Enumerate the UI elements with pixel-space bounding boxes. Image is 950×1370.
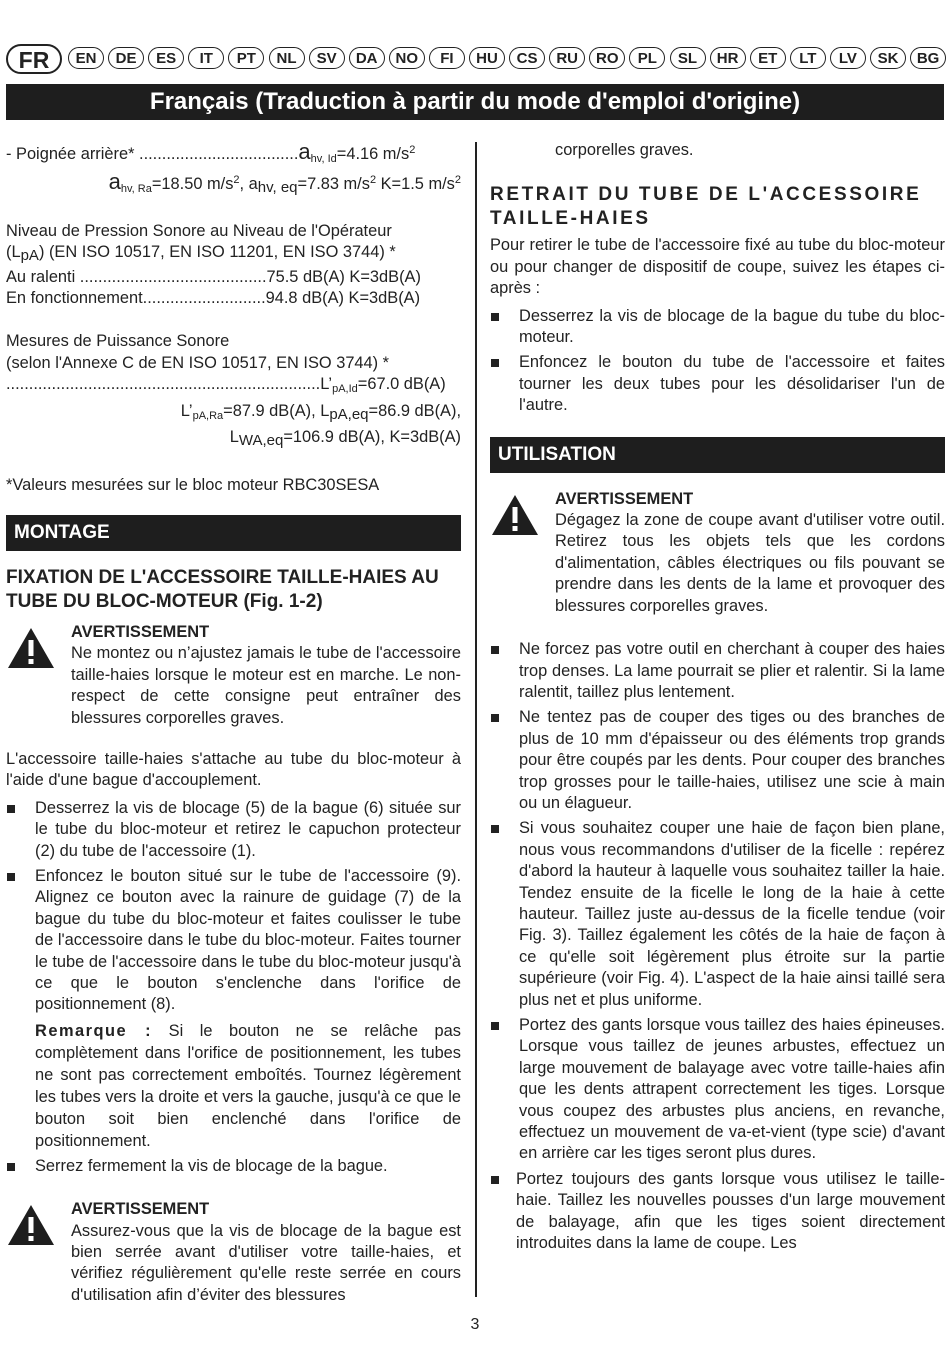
remark-label: Remarque :: [35, 1021, 153, 1040]
language-tab-lv[interactable]: LV: [830, 47, 866, 69]
symbol: a: [108, 169, 121, 195]
language-tab-cs[interactable]: CS: [509, 47, 545, 69]
power-line-1: [6, 374, 461, 400]
list-item-text: Portez des gants lorsque vous taillez des haies épineuses. Lorsque vous taillez de jeunes arbustes, effectuez un large mouvement de balayage avec votre taille-haies afin que les dents attrapent correctement les tiges. Lorsque vous coupez des arbustes plus anciens, en revanche, effectuez un mouvement de va-et-vient (type scie) d'avant en arrière car les tiges seront plus dures.: [519, 1016, 945, 1163]
section-header-montage: MONTAGE: [6, 515, 461, 551]
language-tab-da[interactable]: DA: [349, 47, 385, 69]
list-item: [6, 798, 461, 862]
list-item-text: Ne tentez pas de couper des tiges ou des branches de plus de 10 mm d'épaisseur ou des éléments trop grands pour être coupés par les dents. Pour couper des branches trop grosses pour le taille-haies, utilisez une scie à main ou un élagueur.: [519, 708, 945, 812]
bullet-square-icon: [491, 313, 499, 321]
list-item: [490, 707, 945, 814]
value: =67.0 dB(A): [357, 375, 446, 394]
warning-block: [6, 1199, 461, 1306]
language-tab-et[interactable]: ET: [750, 47, 786, 69]
value: K=1.5 m/s: [376, 175, 455, 194]
bullet-square-icon: [491, 1176, 499, 1184]
superscript: 2: [454, 174, 461, 187]
language-tab-lt[interactable]: LT: [790, 47, 826, 69]
language-tab-sv[interactable]: SV: [309, 47, 345, 69]
warning-block: [490, 489, 945, 617]
bullet-square-icon: [491, 1022, 499, 1030]
right-column: [490, 140, 945, 1254]
section-header-utilisation: UTILISATION: [490, 437, 945, 473]
bullet-square-icon: [491, 825, 499, 833]
language-tab-bg[interactable]: BG: [910, 47, 946, 69]
page-number: 3: [470, 1316, 480, 1333]
value: .....................................................................L’: [6, 375, 333, 394]
value: =86.9 dB(A),: [368, 401, 461, 420]
subscript: WA,eq: [238, 432, 284, 450]
bullet-square-icon: [491, 646, 499, 654]
language-tab-fr[interactable]: FR: [6, 44, 62, 74]
power-line-3: [6, 427, 461, 451]
list-item: [490, 639, 945, 703]
superscript: 2: [369, 174, 377, 187]
list-item-text: Serrez fermement la vis de blocage de la bague.: [35, 1156, 388, 1175]
vibration-line-1: [6, 140, 461, 170]
language-tab-ro[interactable]: RO: [589, 47, 625, 69]
bullet-square-icon: [491, 714, 499, 722]
subsection-title-fixation: FIXATION DE L'ACCESSOIRE TAILLE-HAIES AU TUBE DU BLOC-MOTEUR (Fig. 1-2): [6, 566, 439, 612]
subscript: pA,Id: [332, 383, 358, 396]
bullet-square-icon: [491, 359, 499, 367]
list-item-text: Ne forcez pas votre outil en cherchant à couper des haies trop denses. La lame pourrait se plier et ralentir. Si la lame ralentit, taillez plus lentement.: [519, 640, 945, 701]
symbol: L: [229, 428, 239, 447]
warning-block: [6, 622, 461, 729]
list-item-text: Desserrez la vis de blocage (5) de la bague (6) située sur le tube du bloc-moteur et retirez le capuchon protecteur (2) du tube de l'accessoire (1).: [35, 798, 461, 860]
list-item: [490, 818, 945, 1011]
subscript: hv, eq: [257, 179, 298, 197]
superscript: 2: [233, 174, 240, 187]
page-title: Français (Traduction à partir du mode d'emploi d'origine): [6, 84, 944, 120]
power-line-2: [6, 401, 461, 427]
paragraph: L'accessoire taille-haies s'attache au tube du bloc-moteur à l'aide d'une bague d'accouplement.: [6, 749, 461, 790]
language-tab-it[interactable]: IT: [188, 47, 224, 69]
noise-standard: [6, 242, 461, 266]
symbol: (L: [6, 243, 21, 262]
vibration-line-2: [6, 170, 461, 200]
language-tab-en[interactable]: EN: [68, 47, 104, 69]
list-item: [490, 1169, 945, 1255]
language-tab-ru[interactable]: RU: [549, 47, 585, 69]
remark-text: Si le bouton ne se relâche pas complètement dans l'orifice de positionnement, les tubes ne sont pas correctement emboîtés. Tournez légèrement les tubes vers la droite et vers la gauche, jusqu'à ce que le bouton soit bien enclenché dans l'orifice de positionnement.: [35, 1021, 461, 1150]
column-divider: [475, 142, 477, 1297]
list-item: [6, 1156, 461, 1177]
language-tab-de[interactable]: DE: [108, 47, 144, 69]
language-tab-sl[interactable]: SL: [670, 47, 706, 69]
value: =87.9 dB(A), L: [223, 401, 330, 420]
subsection-title-retrait: RETRAIT DU TUBE DE L'ACCESSOIRE TAILLE-HAIES: [490, 184, 922, 230]
list-item-text: Enfoncez le bouton du tube de l'accessoire et faites tourner les deux tubes pour les désolidariser l'un de l'autre.: [519, 353, 945, 415]
language-tab-pl[interactable]: PL: [629, 47, 665, 69]
list-item-text: Si vous souhaitez couper une haie de façon bien plane, nous vous recommandons d'utiliser de la ficelle : repérez d'abord la hauteur à laquelle vous souhaitez tailler la haie. Tendez ensuite de la ficelle le long de la haie à cette hauteur. Taillez juste au-dessus de la ficelle tendue (voir Fig. 3). Taillez également les côtés de la haie de façon à ce qu'elle soit légèrement plus étroite sur la partie supérieure (voir Fig. 4). L'aspect de la haie ainsi taillé sera plus net et plus uniforme.: [519, 819, 945, 1009]
value: =106.9 dB(A), K=3dB(A): [283, 428, 461, 447]
warning-triangle-icon: [490, 493, 540, 537]
left-column: [6, 140, 461, 1306]
value: ) (EN ISO 10517, EN ISO 11201, EN ISO 3744) *: [38, 243, 396, 262]
noise-idle: Au ralenti .........................................75.5 dB(A) K=3dB(A): [6, 267, 421, 286]
bullet-square-icon: [7, 1163, 15, 1171]
measurement-footnote: *Valeurs mesurées sur le bloc moteur RBC30SESA: [6, 476, 380, 495]
language-tab-no[interactable]: NO: [389, 47, 425, 69]
warning-triangle-icon: [6, 1203, 56, 1247]
bullet-square-icon: [7, 805, 15, 813]
list-item: [490, 352, 945, 416]
language-tab-sk[interactable]: SK: [870, 47, 906, 69]
warning-text: Ne montez ou n’ajustez jamais le tube de l'accessoire taille-haies lorsque le moteur est en marche. Le non-respect de cette consigne peut entraîner des blessures corporelles graves.: [71, 644, 461, 727]
language-tab-nl[interactable]: NL: [269, 47, 305, 69]
remark: [35, 1020, 461, 1152]
bullet-square-icon: [7, 873, 15, 881]
continued-text: corporelles graves.: [555, 141, 694, 159]
list-item: [490, 306, 945, 349]
warning-title: AVERTISSEMENT: [71, 622, 210, 641]
language-tabs: [6, 44, 946, 72]
warning-text: Assurez-vous que la vis de blocage de la bague est bien serrée avant d'utiliser votre taille-haies, et vérifiez régulièrement qu'elle reste serrée en cours d'utilisation afin d’éviter des blessures: [71, 1221, 461, 1304]
language-tab-hu[interactable]: HU: [469, 47, 505, 69]
subscript: pA: [20, 247, 39, 265]
power-title: Mesures de Puissance Sonore: [6, 332, 230, 351]
list-item-text: Enfoncez le bouton situé sur le tube de l'accessoire (9). Alignez ce bouton avec la rainure de guidage (7) de la bague du tube du bloc-moteur et faites coulisser le tube de l'accessoire dans le tube du bloc-moteur. Faites tourner le tube de l'accessoire dans le tube du bloc-moteur jusqu'à ce que le bouton s'enclenche dans l'orifice de positionnement (8).: [35, 866, 461, 1014]
symbol: L’: [180, 401, 193, 420]
list-item-text: Desserrez la vis de blocage de la bague du tube du bloc-moteur.: [519, 306, 945, 347]
value: =7.83 m/s: [297, 175, 370, 194]
list-item-text: Portez toujours des gants lorsque vous utilisez le taille-haie. Taillez les nouvelles pousses d'un large mouvement de balayage, afin que les tiges soient directement introduites dans la lame de coupe. Les: [516, 1169, 945, 1253]
language-tab-fi[interactable]: FI: [429, 47, 465, 69]
value: =18.50 m/s: [151, 175, 234, 194]
subscript: hv, Id: [310, 153, 337, 165]
warning-text: Dégagez la zone de coupe avant d'utiliser votre outil. Retirez tous les objets tels que les cordons d'alimentation, câbles électriques ou fils pouvant se prendre dans les dents de la lame et provoquer des blessures corporelles graves.: [555, 511, 945, 615]
vibration-label: - Poignée arrière* ...................................: [6, 145, 299, 163]
paragraph: Pour retirer le tube de l'accessoire fixé au tube du bloc-moteur ou pour changer de dispositif de coupe, suivez les étapes ci-après :: [490, 236, 945, 298]
noise-title: Niveau de Pression Sonore au Niveau de l'Opérateur: [6, 221, 392, 240]
symbol: , a: [239, 175, 258, 194]
language-tab-es[interactable]: ES: [148, 47, 184, 69]
warning-triangle-icon: [6, 626, 56, 670]
subscript: pA,Ra: [192, 409, 224, 422]
superscript: 2: [409, 144, 416, 156]
symbol: a: [298, 139, 311, 164]
list-item: [6, 866, 461, 1152]
power-standard: (selon l'Annexe C de EN ISO 10517, EN ISO 3744) *: [6, 353, 390, 372]
value: =4.16 m/s: [336, 145, 410, 163]
warning-title: AVERTISSEMENT: [71, 1200, 210, 1219]
subscript: pA,eq: [329, 405, 369, 423]
language-tab-hr[interactable]: HR: [710, 47, 746, 69]
noise-running: En fonctionnement...........................94.8 dB(A) K=3dB(A): [6, 289, 421, 308]
list-item: [490, 1015, 945, 1165]
language-tab-pt[interactable]: PT: [228, 47, 264, 69]
subscript: hv, Ra: [120, 183, 152, 196]
warning-title: AVERTISSEMENT: [555, 489, 694, 508]
